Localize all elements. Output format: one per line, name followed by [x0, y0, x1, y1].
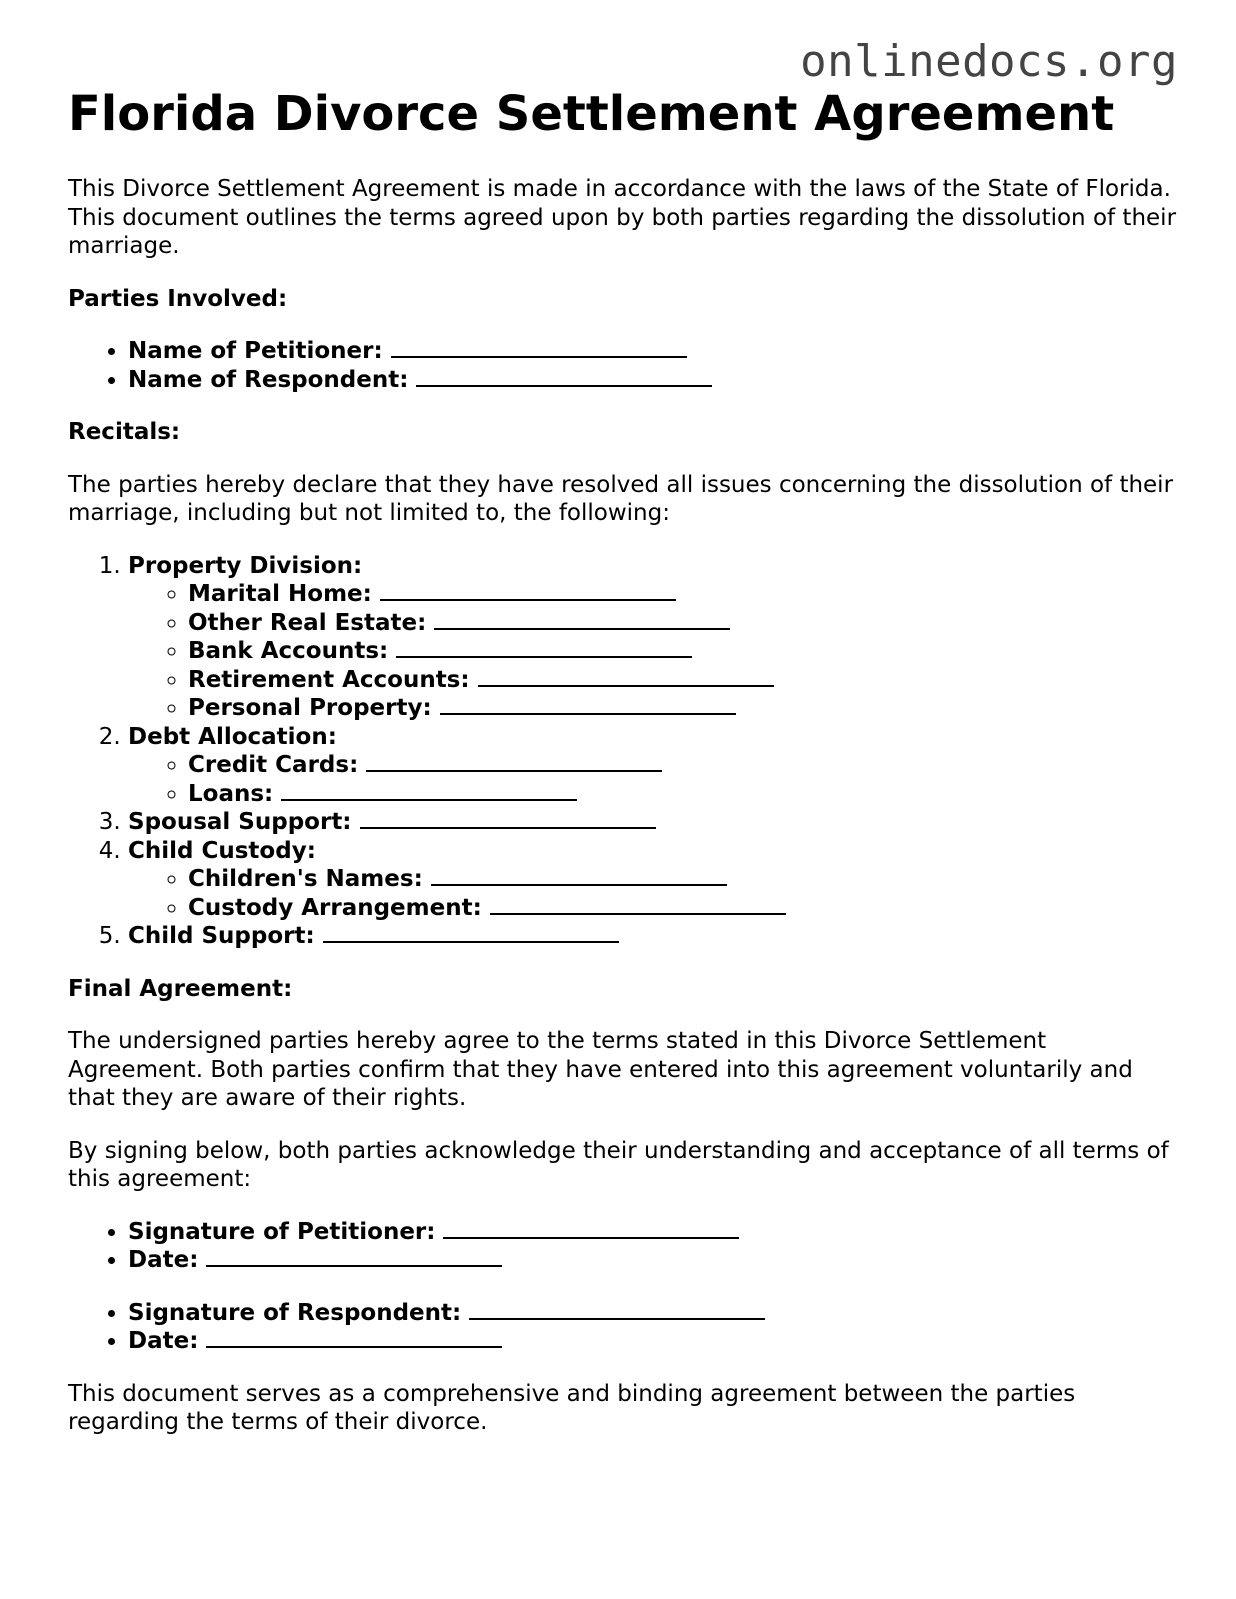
petitioner-name-label: Name of Petitioner: — [128, 338, 383, 364]
acknowledgement-paragraph: By signing below, both parties acknowledge their understanding and acceptance of all terms of this agreement: — [68, 1137, 1169, 1192]
list-item — [128, 1246, 1178, 1275]
list-item — [128, 366, 1178, 395]
debt-allocation-label: Debt Allocation: — [128, 723, 337, 750]
property-division-label: Property Division: — [128, 552, 363, 579]
respondent-date-label: Date: — [128, 1328, 199, 1354]
final-agreement-heading: Final Agreement: — [68, 975, 293, 1002]
loans-label: Loans: — [188, 780, 274, 807]
list-item — [188, 694, 1178, 723]
bank-accounts-field[interactable] — [396, 638, 692, 658]
credit-cards-field[interactable] — [366, 752, 662, 772]
child-custody-sublist — [128, 865, 1178, 922]
credit-cards-label: Credit Cards: — [188, 752, 359, 778]
final-agreement-paragraph: The undersigned parties hereby agree to the terms stated in this Divorce Settlement Agreement. Both parties confirm that they have entered into this agreement voluntarily and that they are aware of their rights. — [68, 1028, 1133, 1111]
petitioner-signature-label: Signature of Petitioner: — [128, 1218, 436, 1245]
loans-field[interactable] — [281, 781, 577, 801]
recitals-heading: Recitals: — [68, 419, 181, 445]
personal-property-label: Personal Property: — [188, 695, 432, 721]
document-title: Florida Divorce Settlement Agreement — [68, 86, 1115, 142]
retirement-accounts-label: Retirement Accounts: — [188, 666, 470, 693]
property-division-sublist — [128, 580, 1178, 723]
intro-paragraph: This Divorce Settlement Agreement is made in accordance with the laws of the State of Florida. This document outlines the terms agreed upon by both parties regarding the dissolution of their marriage. — [68, 176, 1177, 259]
recitals-paragraph: The parties hereby declare that they have resolved all issues concerning the dissolution of their marriage, including but not limited to, the following: — [68, 471, 1174, 526]
petitioner-date-label: Date: — [128, 1247, 199, 1273]
list-item — [188, 580, 1178, 609]
list-item — [128, 922, 1178, 951]
respondent-name-field[interactable] — [416, 367, 712, 387]
closing-paragraph: This document serves as a comprehensive and binding agreement between the parties regarding the terms of their divorce. — [68, 1380, 1076, 1435]
list-item — [188, 780, 1178, 809]
other-real-estate-field[interactable] — [434, 610, 730, 630]
personal-property-field[interactable] — [440, 695, 736, 715]
marital-home-field[interactable] — [380, 581, 676, 601]
parties-list — [68, 337, 1178, 394]
list-item — [188, 751, 1178, 780]
list-item — [128, 837, 1178, 923]
other-real-estate-label: Other Real Estate: — [188, 609, 427, 636]
list-item — [128, 1299, 1178, 1328]
child-support-field[interactable] — [323, 923, 619, 943]
list-item — [188, 609, 1178, 638]
petitioner-signature-field[interactable] — [443, 1219, 739, 1239]
petitioner-name-field[interactable] — [391, 338, 687, 358]
list-item — [128, 552, 1178, 723]
respondent-name-label: Name of Respondent: — [128, 366, 409, 393]
petitioner-signature-list — [68, 1218, 1178, 1275]
list-item — [128, 1327, 1178, 1356]
debt-allocation-sublist — [128, 751, 1178, 808]
watermark-text: onlinedocs.org — [800, 36, 1178, 87]
respondent-signature-label: Signature of Respondent: — [128, 1299, 462, 1326]
parties-heading: Parties Involved: — [68, 285, 288, 312]
childrens-names-field[interactable] — [431, 866, 727, 886]
list-item — [128, 723, 1178, 809]
list-item — [128, 337, 1178, 366]
marital-home-label: Marital Home: — [188, 581, 372, 607]
recitals-list — [68, 552, 1178, 951]
custody-arrangement-field[interactable] — [490, 895, 786, 915]
list-item — [128, 1218, 1178, 1247]
bank-accounts-label: Bank Accounts: — [188, 638, 389, 664]
spousal-support-label: Spousal Support: — [128, 809, 352, 835]
respondent-signature-field[interactable] — [469, 1300, 765, 1320]
respondent-signature-list — [68, 1299, 1178, 1356]
childrens-names-label: Children's Names: — [188, 866, 423, 892]
list-item — [188, 865, 1178, 894]
child-custody-label: Child Custody: — [128, 837, 316, 864]
list-item — [188, 637, 1178, 666]
petitioner-date-field[interactable] — [206, 1247, 502, 1267]
respondent-date-field[interactable] — [206, 1328, 502, 1348]
custody-arrangement-label: Custody Arrangement: — [188, 894, 482, 921]
child-support-label: Child Support: — [128, 923, 315, 949]
list-item — [128, 808, 1178, 837]
spousal-support-field[interactable] — [360, 809, 656, 829]
list-item — [188, 666, 1178, 695]
list-item — [188, 894, 1178, 923]
retirement-accounts-field[interactable] — [478, 667, 774, 687]
document-page — [68, 88, 1178, 1437]
